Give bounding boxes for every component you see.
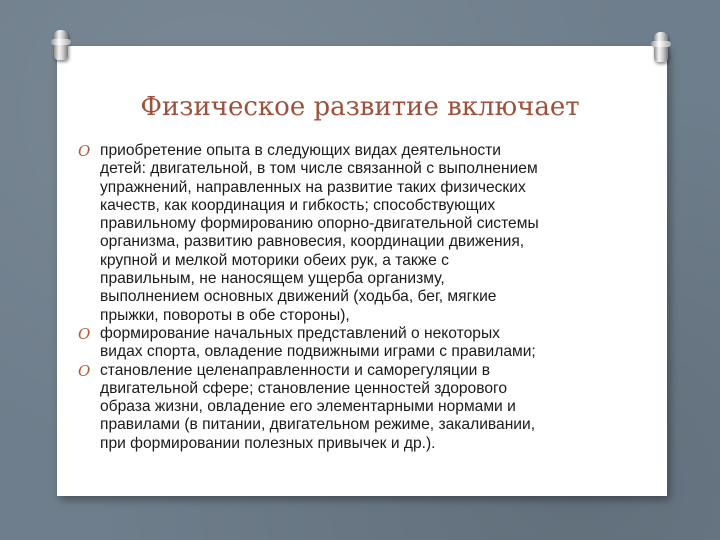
bullet-item-1 (78, 142, 648, 325)
bullet-line: видах спорта, овладение подвижными играми с правилами; (100, 343, 536, 361)
bullet-line: упражнений, направленных на развитие таких физических (100, 178, 526, 196)
bullet-line: крупной и мелкой моторики обеих рук, а также с (100, 251, 449, 269)
bullet-line: становление целенаправленности и саморегуляции в (100, 361, 490, 379)
bullet-line: приобретение опыта в следующих видах деятельности (100, 142, 502, 159)
bullet-line: детей: двигательной, в том числе связанной с выполнением (100, 160, 538, 178)
bullet-item-2 (78, 325, 648, 362)
bullet-text (100, 325, 536, 362)
bullet-text (100, 362, 535, 453)
bullet-line: прыжки, повороты в обе стороны), (100, 306, 350, 324)
bullet-line: при формировании полезных привычек и др.). (100, 434, 436, 452)
bullet-line: организма, развитию равновесия, координации движения, (100, 233, 525, 251)
bullet-line: выполнением основных движений (ходьба, бег, мягкие (100, 288, 497, 306)
bullet-line: правильным, не наносящем ущерба организму, (100, 270, 445, 288)
bullet-line: правильному формированию опорно-двигательной системы (100, 215, 539, 233)
pin-icon-left (54, 30, 68, 60)
pin-icon-right (654, 32, 668, 62)
bullet-marker-icon: O (78, 142, 91, 160)
bullet-marker-icon: O (78, 324, 91, 343)
bullet-marker-icon: O (78, 361, 91, 380)
slide-title: Физическое развитие включает (140, 92, 580, 122)
bullet-line: двигательной сфере; становление ценностей здорового (100, 379, 508, 397)
bullet-line: образа жизни, овладение его элементарными нормами и (100, 398, 516, 416)
bullet-text (100, 142, 539, 325)
bullet-line: правилами (в питании, двигательном режиме, закаливании, (100, 416, 536, 434)
bullet-item-3 (78, 362, 648, 453)
bullet-list (78, 142, 648, 453)
bullet-line: качеств, как координация и гибкость; способствующих (100, 196, 496, 214)
bullet-line: формирование начальных представлений о некоторых (100, 324, 500, 342)
